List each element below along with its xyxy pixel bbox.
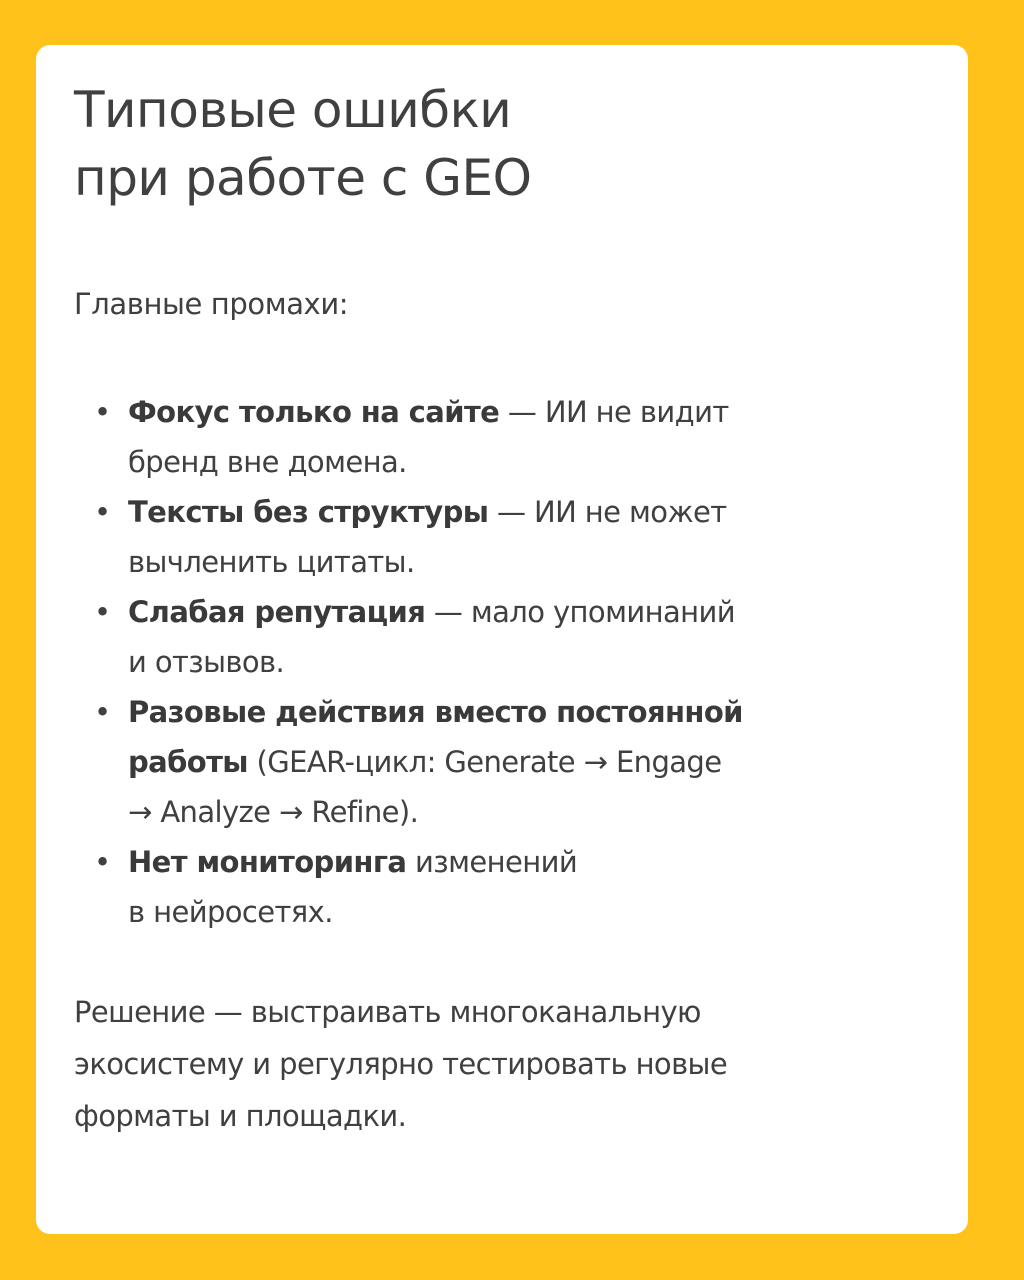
item-line (128, 487, 894, 537)
conclusion-line-2: экосистему и регулярно тестировать новые (74, 1047, 728, 1081)
bullet-marker: • (94, 845, 111, 879)
item-text: — мало упоминаний (425, 595, 735, 629)
list-item (94, 587, 894, 687)
item-line (128, 387, 894, 437)
item-line (128, 837, 894, 887)
conclusion-line-3: форматы и площадки. (74, 1099, 407, 1133)
title-line-2: при работе с GEO (74, 149, 532, 207)
bullet-marker: • (94, 495, 111, 529)
item-line: бренд вне домена. (128, 445, 407, 479)
item-text: — ИИ не может (488, 495, 727, 529)
item-bold: Нет мониторинга (128, 845, 407, 879)
conclusion-paragraph (74, 986, 874, 1142)
item-bold: Разовые действия вместо постоянной (128, 695, 743, 729)
page-title (74, 76, 531, 212)
item-bold: Слабая репутация (128, 595, 426, 629)
item-line (128, 587, 894, 637)
item-line: → Analyze → Refine). (128, 795, 419, 829)
bullet-marker: • (94, 595, 111, 629)
item-bold: Фокус только на сайте (128, 395, 500, 429)
item-bold: работы (128, 745, 248, 779)
item-text: изменений (406, 845, 578, 879)
list-item (94, 387, 894, 487)
section-subtitle: Главные промахи: (74, 287, 349, 321)
item-text: (GEAR-цикл: Generate → Engage (247, 745, 722, 779)
item-line (128, 687, 894, 737)
item-line: вычленить цитаты. (128, 545, 415, 579)
list-item (94, 487, 894, 587)
item-line: в нейросетях. (128, 895, 333, 929)
mistakes-list (94, 387, 894, 937)
item-text: — ИИ не видит (499, 395, 729, 429)
list-item (94, 687, 894, 837)
title-line-1: Типовые ошибки (74, 81, 512, 139)
item-bold: Тексты без структуры (128, 495, 489, 529)
list-item (94, 837, 894, 937)
item-line (128, 737, 894, 787)
bullet-marker: • (94, 395, 111, 429)
item-line: и отзывов. (128, 645, 285, 679)
conclusion-line-1: Решение — выстраивать многоканальную (74, 995, 701, 1029)
bullet-marker: • (94, 695, 111, 729)
